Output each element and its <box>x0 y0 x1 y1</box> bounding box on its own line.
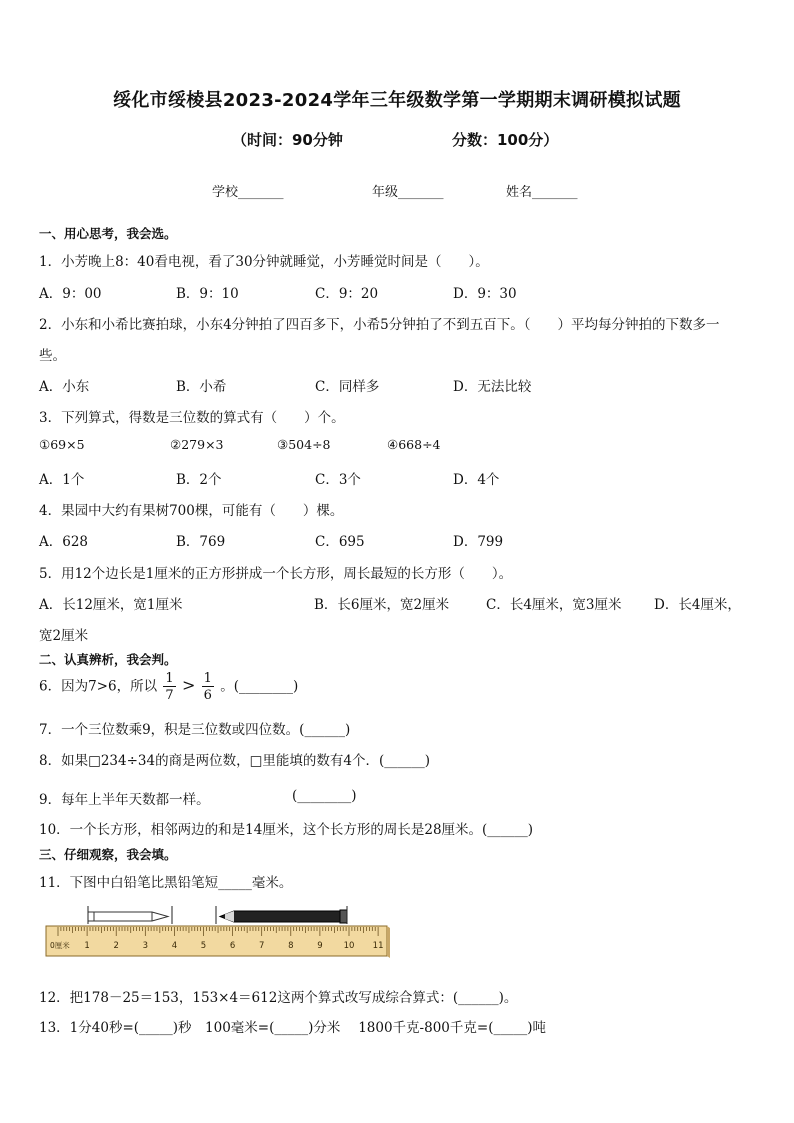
q4-option-c: C．695 <box>315 534 365 550</box>
q1-option-a: A．9：00 <box>39 286 102 302</box>
question-2-line2: 些。 <box>39 348 66 364</box>
q2-option-d: D．无法比较 <box>453 379 532 395</box>
ruler-figure <box>44 900 390 970</box>
q2-option-c: C．同样多 <box>315 379 380 395</box>
q5-option-b: B．长6厘米，宽2厘米 <box>314 597 450 613</box>
ruler-svg <box>44 900 390 970</box>
q3-expr-1: ①69×5 <box>39 437 85 452</box>
q6-suffix: 。(________) <box>220 678 299 695</box>
question-12: 12．把178－25＝153，153×4＝612这两个算式改写成综合算式：(______)。 <box>39 990 518 1006</box>
question-4: 4．果园中大约有果树700棵，可能有（ ）棵。 <box>39 503 344 519</box>
q5-option-a: A．长12厘米，宽1厘米 <box>39 597 183 613</box>
section-1-title: 一、用心思考，我会选。 <box>39 226 177 241</box>
q3-option-d: D．4个 <box>453 472 500 488</box>
q2-option-b: B．小希 <box>176 379 227 395</box>
ruler-body <box>46 926 387 956</box>
ruler-number: 11 <box>372 941 384 951</box>
q5-option-d: D．长4厘米， <box>654 597 741 613</box>
q3-expr-2: ②279×3 <box>170 437 224 452</box>
white-pencil <box>88 906 172 924</box>
question-8: 8．如果□234÷34的商是两位数，□里能填的数有4个．(______) <box>39 753 430 769</box>
fraction-numerator: 1 <box>165 671 174 686</box>
ruler-number: 10 <box>343 941 355 951</box>
fraction-one-sixth <box>202 672 214 702</box>
q2-option-a: A．小东 <box>39 379 90 395</box>
name-field: 姓名_______ <box>506 185 578 200</box>
q3-option-b: B．2个 <box>176 472 222 488</box>
fraction-one-seventh <box>163 672 175 702</box>
ruler-number: 3 <box>142 941 149 951</box>
ruler-number: 1 <box>84 941 90 951</box>
ruler-number: 9 <box>317 941 323 951</box>
q3-option-c: C．3个 <box>315 472 361 488</box>
section-2-title: 二、认真辨析，我会判。 <box>39 652 177 667</box>
ruler-number: 8 <box>288 941 294 951</box>
q1-option-d: D．9：30 <box>453 286 517 302</box>
question-2-line1: 2．小东和小希比赛拍球，小东4分钟拍了四百多下，小希5分钟拍了不到五百下。（ ）平均每分钟拍的下数多一 <box>39 317 720 333</box>
question-9: 9．每年上半年天数都一样。 <box>39 792 210 808</box>
fraction-numerator: 1 <box>203 671 212 686</box>
q5-option-d-wrap: 宽2厘米 <box>39 628 89 644</box>
grade-field: 年级_______ <box>372 185 444 200</box>
black-pencil <box>216 906 347 924</box>
q5-option-c: C．长4厘米，宽3厘米 <box>486 597 622 613</box>
question-5: 5．用12个边长是1厘米的正方形拼成一个长方形，周长最短的长方形（ ）。 <box>39 566 513 582</box>
fraction-denominator: 7 <box>165 688 174 703</box>
q6-prefix: 6．因为7>6，所以 <box>39 678 158 695</box>
question-11: 11．下图中白铅笔比黑铅笔短_____毫米。 <box>39 875 293 891</box>
ruler-unit-label: 0厘米 <box>50 941 70 950</box>
q9-blank: (________) <box>292 788 357 804</box>
q1-option-b: B．9：10 <box>176 286 239 302</box>
q3-expr-3: ③504÷8 <box>277 437 331 452</box>
question-13: 13．1分40秒=(_____)秒 100毫米=(_____)分米 1800千克-800千克=(_____)吨 <box>39 1020 546 1036</box>
q3-expr-4: ④668÷4 <box>387 437 441 452</box>
q4-option-d: D．799 <box>453 534 504 550</box>
question-3: 3．下列算式，得数是三位数的算式有（ ）个。 <box>39 410 345 426</box>
question-10: 10．一个长方形，相邻两边的和是14厘米，这个长方形的周长是28厘米。(______) <box>39 822 534 838</box>
page-title: 绥化市绥棱县2023-2024学年三年级数学第一学期期末调研模拟试题 <box>113 90 681 111</box>
question-7: 7．一个三位数乘9，积是三位数或四位数。(______) <box>39 722 351 738</box>
exam-score: 分数：100分） <box>452 131 559 149</box>
ruler-number: 4 <box>171 941 178 951</box>
question-1: 1．小芳晚上8：40看电视，看了30分钟就睡觉，小芳睡觉时间是（ ）。 <box>39 254 489 270</box>
exam-time: （时间：90分钟 <box>232 131 343 149</box>
school-field: 学校_______ <box>212 185 284 200</box>
q4-option-a: A．628 <box>39 534 89 550</box>
q1-option-c: C．9：20 <box>315 286 379 302</box>
q3-option-a: A．1个 <box>39 472 85 488</box>
ruler-number: 7 <box>258 941 265 951</box>
question-6 <box>39 672 298 702</box>
fraction-denominator: 6 <box>203 688 212 703</box>
q4-option-b: B．769 <box>176 534 226 550</box>
ruler-number: 6 <box>229 941 236 951</box>
ruler-number: 2 <box>113 941 119 951</box>
greater-than-sign: > <box>181 675 196 695</box>
section-3-title: 三、仔细观察，我会填。 <box>39 847 177 862</box>
ruler-number: 5 <box>200 941 207 951</box>
